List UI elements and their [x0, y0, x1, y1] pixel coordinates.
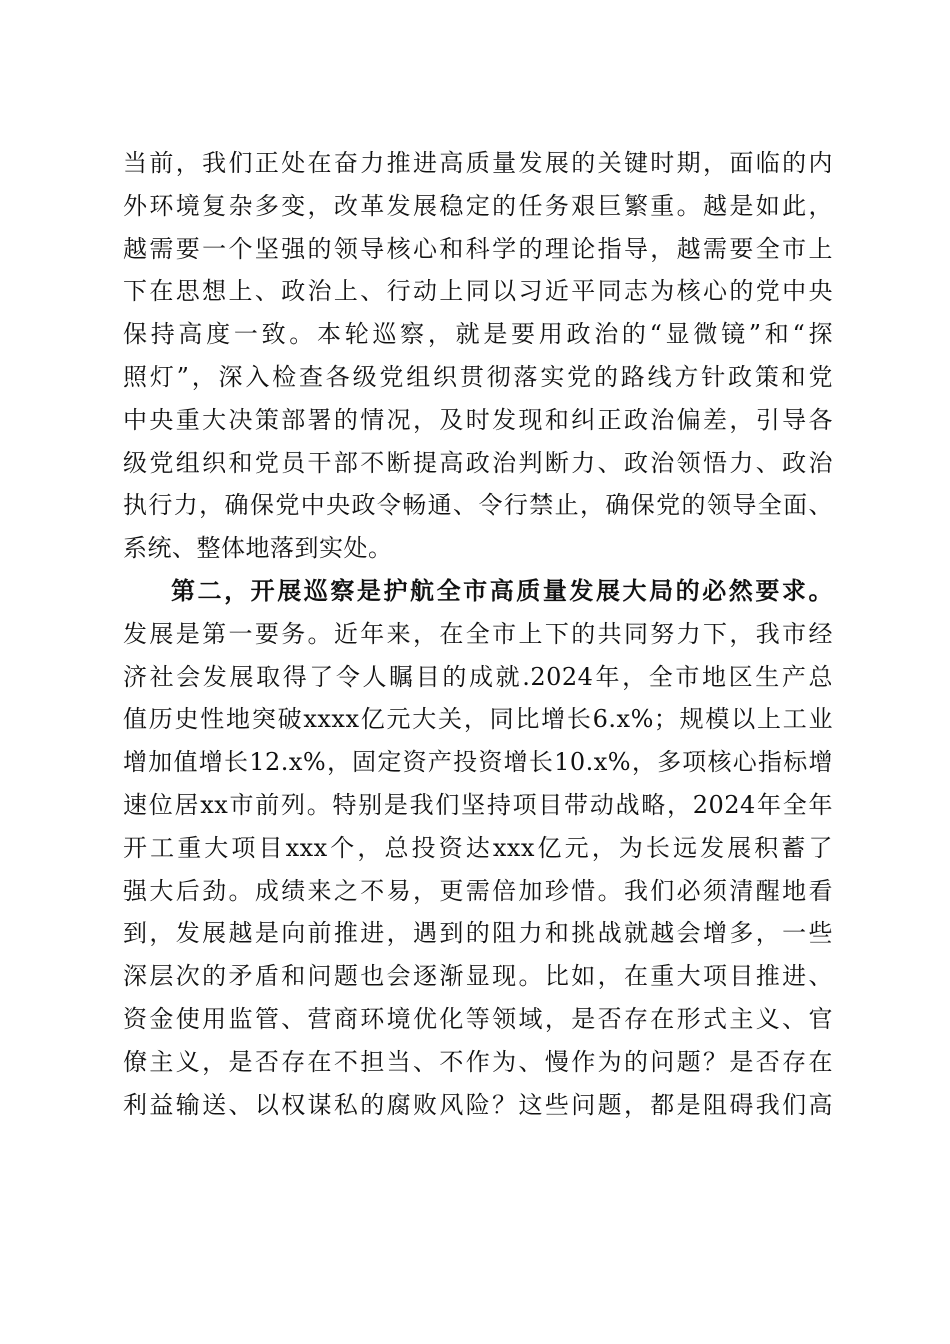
paragraph-line: 利益输送、以权谋私的腐败风险？这些问题，都是阻碍我们高: [123, 1090, 833, 1119]
paragraph-line: 强大后劲。成绩来之不易，更需倍加珍惜。我们必须清醒地看: [123, 876, 833, 905]
paragraph-line: 济社会发展取得了令人瞩目的成就.2024年，全市地区生产总: [123, 662, 833, 691]
paragraph-line: 开工重大项目xxx个，总投资达xxx亿元，为长远发展积蓄了: [123, 833, 833, 862]
paragraph-2: [123, 570, 833, 1126]
paragraph-line: 保持高度一致。本轮巡察，就是要用政治的“显微镜”和“探: [123, 320, 833, 349]
paragraph-line: 速位居xx市前列。特别是我们坚持项目带动战略，2024年全年: [123, 790, 833, 819]
paragraph-line: 增加值增长12.x%，固定资产投资增长10.x%，多项核心指标增: [123, 748, 833, 777]
paragraph-line: 发展是第一要务。近年来，在全市上下的共同努力下，我市经: [123, 619, 833, 648]
paragraph-line: 外环境复杂多变，改革发展稳定的任务艰巨繁重。越是如此，: [123, 191, 833, 220]
paragraph-line: 资金使用监管、营商环境优化等领域，是否存在形式主义、官: [123, 1004, 833, 1033]
paragraph-line: 到，发展越是向前推进，遇到的阻力和挑战就越会增多，一些: [123, 919, 833, 948]
paragraph-line: 执行力，确保党中央政令畅通、令行禁止，确保党的领导全面、: [123, 491, 833, 520]
paragraph-line: 下在思想上、政治上、行动上同以习近平同志为核心的党中央: [123, 277, 833, 306]
paragraph-line: 值历史性地突破xxxx亿元大关，同比增长6.x%；规模以上工业: [123, 705, 833, 734]
paragraph-line: 中央重大决策部署的情况，及时发现和纠正政治偏差，引导各: [123, 405, 833, 434]
paragraph-line: 当前，我们正处在奋力推进高质量发展的关键时期，面临的内: [123, 149, 833, 177]
body-text: [123, 142, 833, 1126]
paragraph-line: 系统、整体地落到实处。: [123, 534, 393, 563]
paragraph-line: 级党组织和党员干部不断提高政治判断力、政治领悟力、政治: [123, 448, 833, 477]
paragraph-line: 僚主义，是否存在不担当、不作为、慢作为的问题？是否存在: [123, 1047, 833, 1076]
paragraph-1: [123, 142, 833, 570]
paragraph-line: 越需要一个坚强的领导核心和科学的理论指导，越需要全市上: [123, 234, 833, 263]
paragraph-line: 深层次的矛盾和问题也会逐渐显现。比如，在重大项目推进、: [123, 962, 833, 991]
paragraph-line: 照灯”，深入检查各级党组织贯彻落实党的路线方针政策和党: [123, 362, 833, 391]
section-heading: 第二，开展巡察是护航全市高质量发展大局的必然要求。: [171, 575, 833, 605]
